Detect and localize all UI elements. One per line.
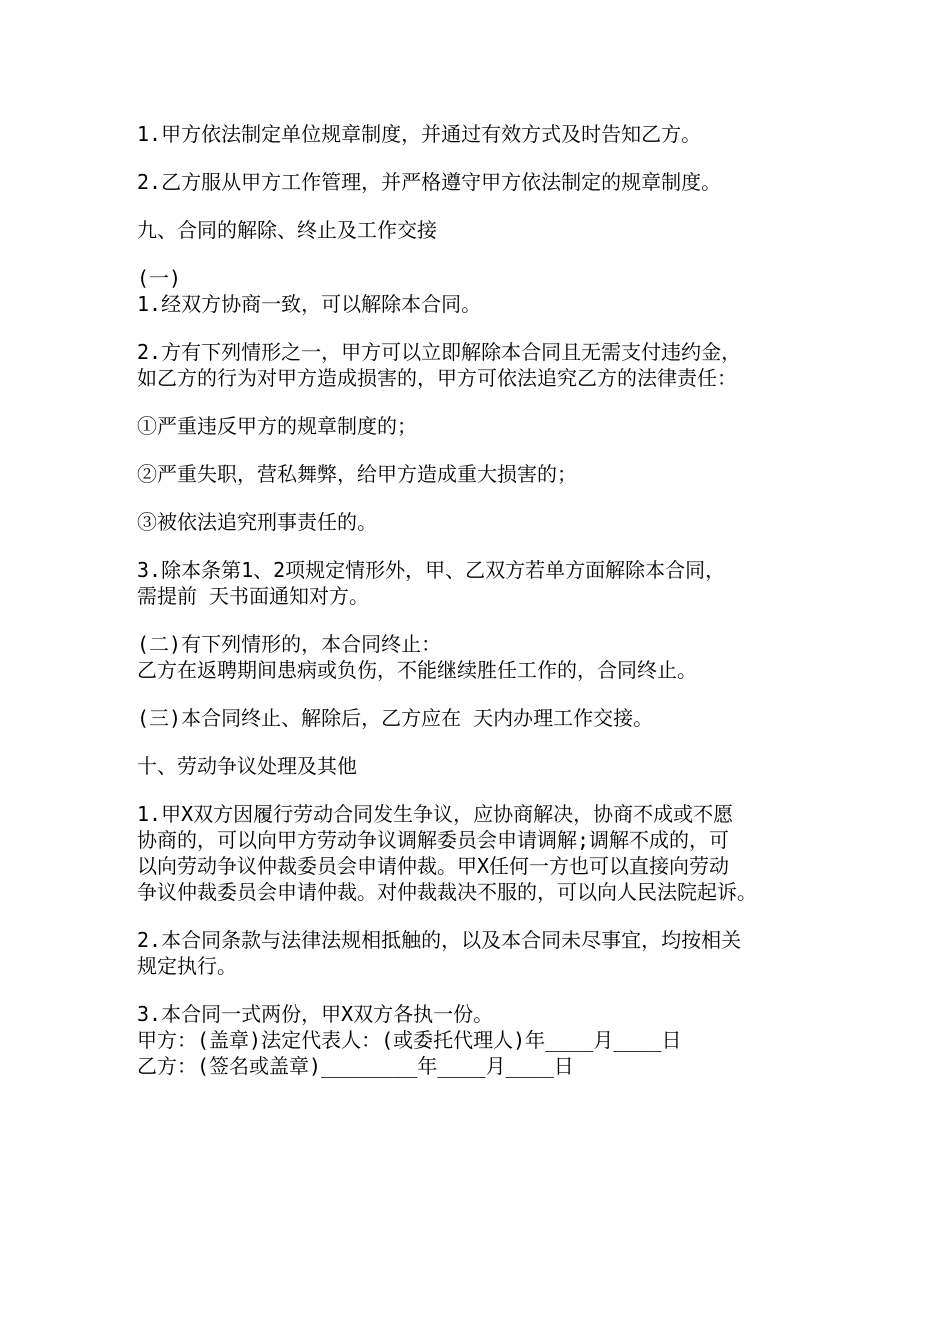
paragraph-gap xyxy=(137,979,827,1001)
text-line: 如乙方的行为对甲方造成损害的，甲方可依法追究乙方的法律责任： xyxy=(137,366,737,390)
paragraph-gap xyxy=(137,609,827,631)
paragraph-gap xyxy=(137,535,827,557)
paragraph-gap xyxy=(137,439,827,461)
text-line: 九、合同的解除、终止及工作交接 xyxy=(137,218,437,242)
text-line: (三)本合同终止、解除后，乙方应在 天内办理工作交接。 xyxy=(137,706,654,730)
paragraph-gap xyxy=(137,391,827,413)
text-line: ③被依法追究刑事责任的。 xyxy=(137,510,377,534)
text-line: 3.本合同一式两份，甲X双方各执一份。 xyxy=(137,1002,494,1026)
paragraph-gap xyxy=(137,779,827,801)
paragraph-gap xyxy=(137,905,827,927)
text-line: 1.经双方协商一致，可以解除本合同。 xyxy=(137,292,482,316)
text-line: 1.甲X双方因履行劳动合同发生争议，应协商解决，协商不成或不愿 xyxy=(137,802,734,826)
text-line: 乙方在返聘期间患病或负伤，不能继续胜任工作的，合同终止。 xyxy=(137,658,697,682)
text-line: ①严重违反甲方的规章制度的； xyxy=(137,414,417,438)
text-line: 2.乙方服从甲方工作管理，并严格遵守甲方依法制定的规章制度。 xyxy=(137,170,722,194)
text-line: 3.除本条第1、2项规定情形外，甲、乙双方若单方面解除本合同， xyxy=(137,558,726,582)
paragraph-gap xyxy=(137,683,827,705)
text-line: 协商的，可以向甲方劳动争议调解委员会申请调解;调解不成的，可 xyxy=(137,828,730,852)
paragraph-gap xyxy=(137,243,827,265)
text-line: (一) xyxy=(137,266,182,290)
text-line: 争议仲裁委员会申请仲裁。对仲裁裁决不服的，可以向人民法院起诉。 xyxy=(137,880,757,904)
text-line: 以向劳动争议仲裁委员会申请仲裁。甲X任何一方也可以直接向劳动 xyxy=(137,854,730,878)
text-line: 2.方有下列情形之一，甲方可以立即解除本合同且无需支付违约金， xyxy=(137,340,742,364)
paragraph-gap xyxy=(137,147,827,169)
text-line: 1.甲方依法制定单位规章制度，并通过有效方式及时告知乙方。 xyxy=(137,122,702,146)
text-line: 乙方：(签名或盖章)________年____月____日 xyxy=(137,1054,574,1078)
text-line: 十、劳动争议处理及其他 xyxy=(137,754,357,778)
paragraph-gap xyxy=(137,731,827,753)
text-line: 2.本合同条款与法律法规相抵触的，以及本合同未尽事宜，均按相关 xyxy=(137,928,742,952)
paragraph-gap xyxy=(137,317,827,339)
text-line: 规定执行。 xyxy=(137,954,237,978)
text-line: 需提前 天书面通知对方。 xyxy=(137,584,370,608)
document-body xyxy=(137,121,827,1079)
paragraph-gap xyxy=(137,195,827,217)
paragraph-gap xyxy=(137,487,827,509)
text-line: (二)有下列情形的，本合同终止： xyxy=(137,632,442,656)
text-line: ②严重失职，营私舞弊，给甲方造成重大损害的； xyxy=(137,462,577,486)
text-line: 甲方：(盖章)法定代表人：(或委托代理人)年____月____日 xyxy=(137,1028,682,1052)
